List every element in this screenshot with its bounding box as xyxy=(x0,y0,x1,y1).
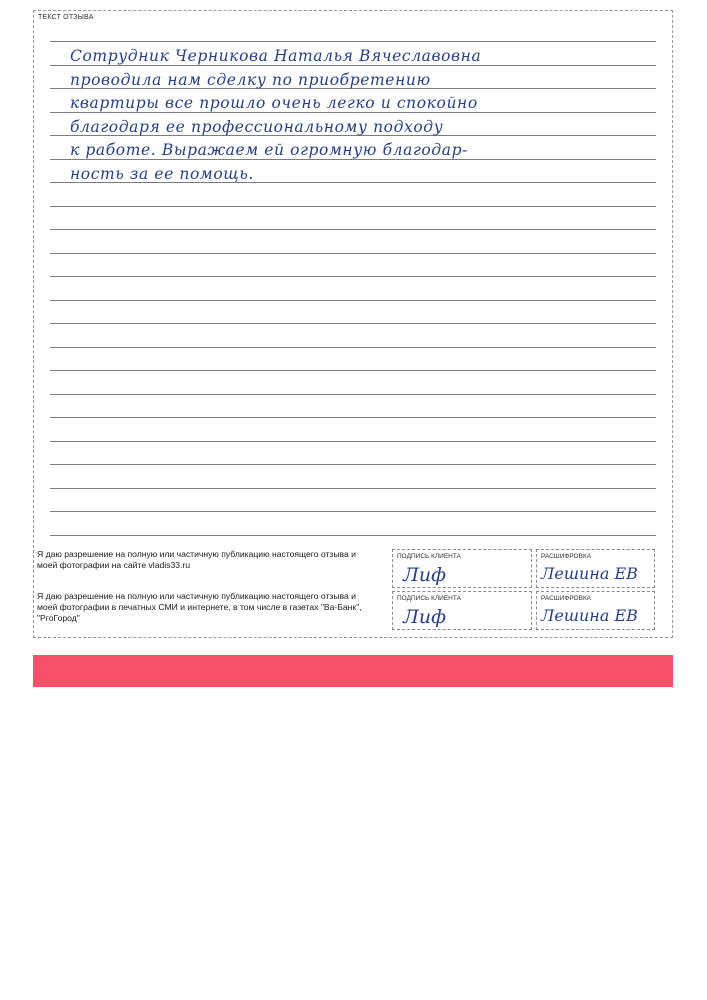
writing-line xyxy=(50,65,656,66)
writing-line xyxy=(50,159,656,160)
decoding-label: РАСШИФРОВКА xyxy=(541,553,592,560)
handwritten-line: к работе. Выражаем ей огромную благодар- xyxy=(70,141,468,159)
writing-line xyxy=(50,276,656,277)
handwritten-line: проводила нам сделку по приобретению xyxy=(70,71,431,89)
handwritten-line: квартиры все прошло очень легко и спокойно xyxy=(70,94,478,112)
writing-line xyxy=(50,370,656,371)
review-text-area xyxy=(50,11,656,541)
handwritten-line: ность за ее помощь. xyxy=(70,165,254,183)
decoding-box-print[interactable] xyxy=(536,591,655,630)
handwritten-line: благодаря ее профессиональному подходу xyxy=(70,118,444,136)
writing-line xyxy=(50,464,656,465)
client-signature: Лиф xyxy=(403,564,446,586)
decoding-value: Лешина ЕВ xyxy=(541,564,638,583)
writing-line xyxy=(50,441,656,442)
writing-line xyxy=(50,511,656,512)
handwritten-line: Сотрудник Черникова Наталья Вячеславовна xyxy=(70,47,482,65)
form-title: ТЕКСТ ОТЗЫВА xyxy=(38,14,94,21)
signature-label: ПОДПИСЬ КЛИЕНТА xyxy=(397,553,461,560)
writing-line xyxy=(50,347,656,348)
client-signature: Лиф xyxy=(403,606,446,628)
writing-line xyxy=(50,229,656,230)
pink-footer-band xyxy=(33,655,673,687)
client-signature-box-website[interactable] xyxy=(392,549,532,588)
signature-label: ПОДПИСЬ КЛИЕНТА xyxy=(397,595,461,602)
writing-line xyxy=(50,417,656,418)
writing-line xyxy=(50,253,656,254)
writing-line xyxy=(50,535,656,536)
client-signature-box-print[interactable] xyxy=(392,591,532,630)
consent-print-text: Я даю разрешение на полную или частичную публикацию настоящего отзыва и моей фотографии в печатных СМИ и интернете, в том числе в газетах "Ва-Банк", "РгоГород" xyxy=(37,591,362,623)
writing-line xyxy=(50,112,656,113)
writing-line xyxy=(50,323,656,324)
consent-website-text: Я даю разрешение на полную или частичную публикацию настоящего отзыва и моей фотографии на сайте vladis33.ru xyxy=(37,549,356,570)
writing-line xyxy=(50,394,656,395)
decoding-value: Лешина ЕВ xyxy=(541,606,638,625)
writing-line xyxy=(50,206,656,207)
decoding-box-website[interactable] xyxy=(536,549,655,588)
writing-line xyxy=(50,488,656,489)
writing-line xyxy=(50,41,656,42)
decoding-label: РАСШИФРОВКА xyxy=(541,595,592,602)
review-form xyxy=(33,10,673,638)
writing-line xyxy=(50,300,656,301)
